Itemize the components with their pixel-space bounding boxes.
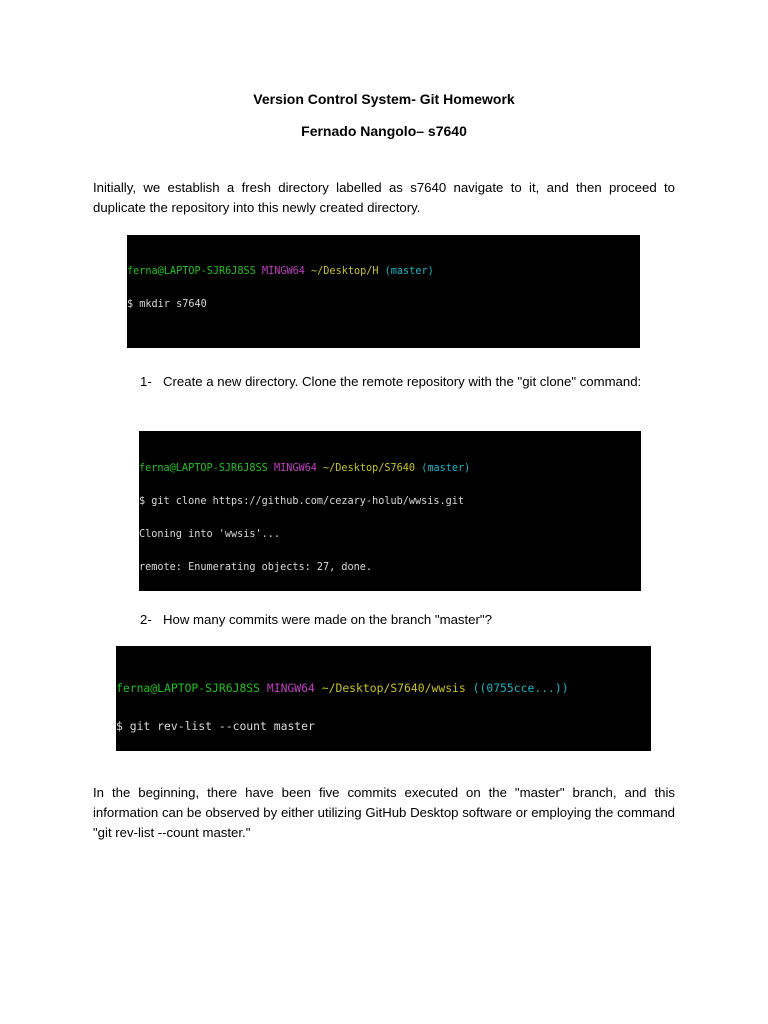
list-number: 2- bbox=[140, 612, 152, 627]
conclusion-paragraph: In the beginning, there have been five commits executed on the "master" branch, and this information can be observed by either utilizing GitHub Desktop software or employing the command "git rev-list --count master." bbox=[93, 785, 675, 840]
command-line: $ git rev-list --count master bbox=[116, 718, 315, 733]
command-line: $ mkdir s7640 bbox=[127, 299, 207, 310]
prompt-line: ferna@LAPTOP-SJR6J8SS MINGW64 ~/Desktop/S7640 (master) bbox=[139, 463, 471, 474]
prompt-line: ferna@LAPTOP-SJR6J8SS MINGW64 ~/Desktop/H (master) bbox=[127, 266, 434, 277]
list-number: 1- bbox=[140, 374, 152, 389]
terminal-screenshot-mkdir bbox=[127, 235, 640, 348]
terminal-screenshot-rev-list bbox=[116, 646, 651, 751]
list-text: Create a new directory. Clone the remote repository with the "git clone" command: bbox=[163, 374, 642, 389]
page-title: Version Control System- Git Homework bbox=[253, 91, 515, 107]
terminal-screenshot-clone bbox=[139, 431, 641, 591]
output-line: $ git clone https://github.com/cezary-holub/wwsis.git bbox=[139, 496, 465, 507]
output-line: Cloning into 'wwsis'... bbox=[139, 529, 281, 540]
list-text: How many commits were made on the branch "master"? bbox=[163, 612, 492, 627]
author-line: Fernado Nangolo– s7640 bbox=[301, 123, 467, 139]
output-line: remote: Enumerating objects: 27, done. bbox=[139, 562, 373, 573]
prompt-line: ferna@LAPTOP-SJR6J8SS MINGW64 ~/Desktop/S7640/wwsis ((0755cce...)) bbox=[116, 681, 569, 695]
intro-paragraph: Initially, we establish a fresh directory labelled as s7640 navigate to it, and then proceed to duplicate the repository into this newly created directory. bbox=[93, 180, 675, 215]
